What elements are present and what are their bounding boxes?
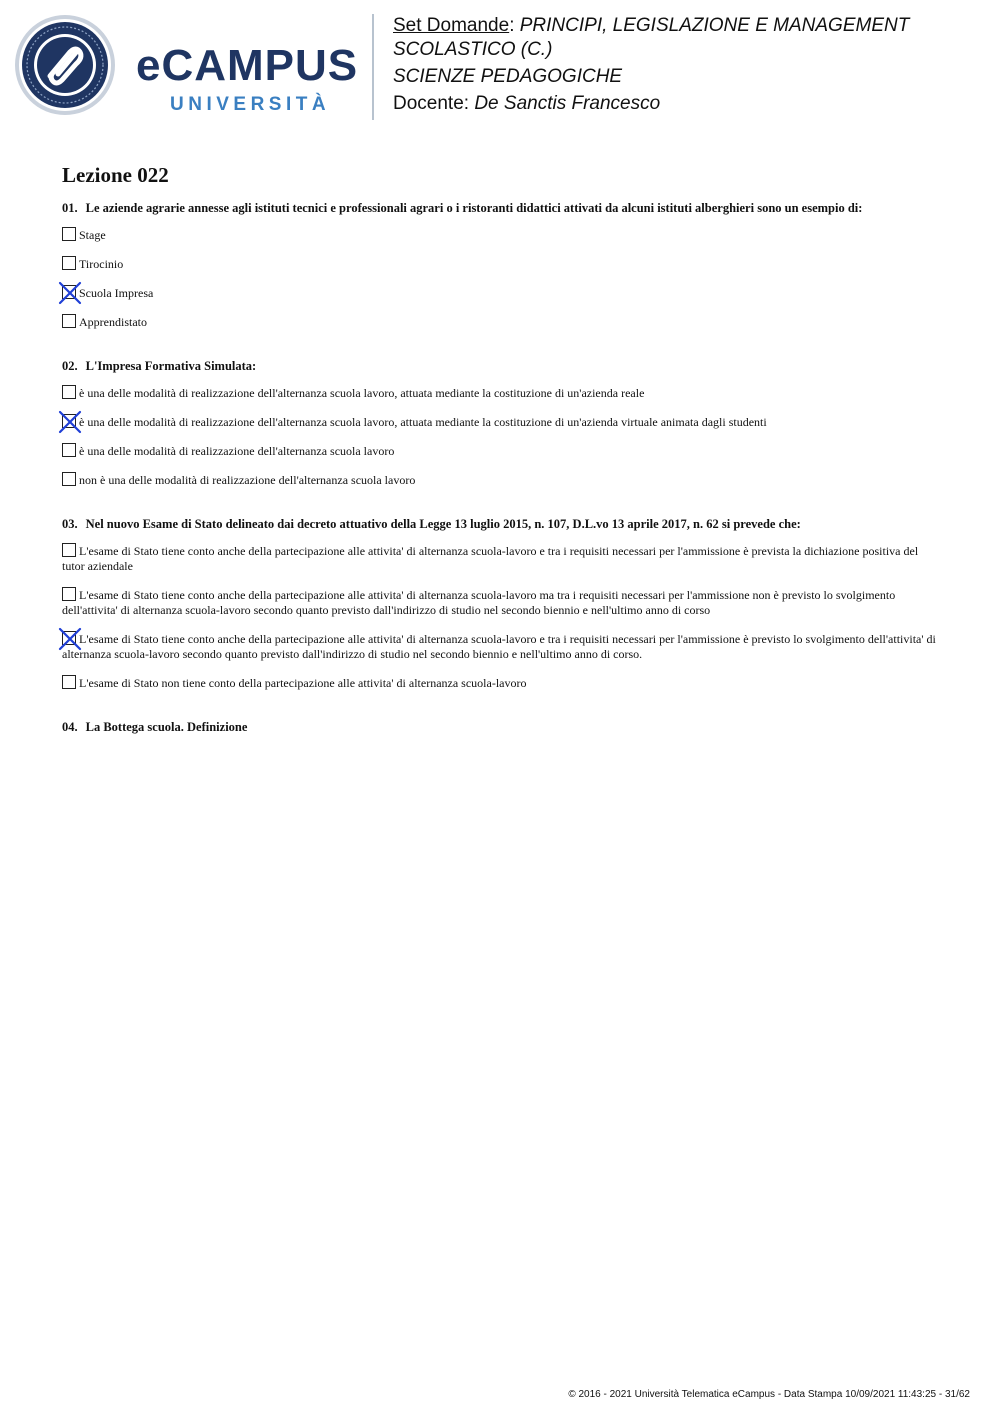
ecampus-logo: [14, 14, 359, 116]
brand-name: eCAMPUS: [136, 41, 359, 90]
question-2: [62, 358, 942, 488]
course-line: [393, 14, 983, 62]
question-4: [62, 719, 942, 735]
lesson-title: Lezione 022: [62, 163, 169, 187]
question-text: L'Impresa Formativa Simulata:: [85, 359, 257, 373]
question-text: La Bottega scuola. Definizione: [85, 720, 248, 734]
answer-option[interactable]: [62, 631, 942, 662]
answer-text: Tirocinio: [79, 257, 124, 271]
checkbox[interactable]: [62, 385, 76, 399]
answer-option[interactable]: [62, 675, 942, 691]
question-number: 01.: [62, 201, 78, 215]
checkbox[interactable]: [62, 472, 76, 486]
checkbox[interactable]: [62, 314, 76, 328]
page-footer: © 2016 - 2021 Università Telematica eCampus - Data Stampa 10/09/2021 11:43:25 - 31/62: [568, 1389, 970, 1400]
answer-text: non è una delle modalità di realizzazione dell'alternanza scuola lavoro: [79, 473, 416, 487]
checkbox[interactable]: [62, 227, 76, 241]
set-separator: :: [509, 15, 520, 36]
answer-text: L'esame di Stato tiene conto anche della partecipazione alle attivita' di alternanza scuola-lavoro e tra i requisiti necessari per l'ammissione è prevista la dichiazione positiva del tutor aziendale: [62, 544, 919, 573]
answer-text: Apprendistato: [79, 315, 147, 329]
question-1: [62, 200, 942, 330]
faculty: SCIENZE PEDAGOGICHE: [393, 66, 623, 87]
answer-option[interactable]: [62, 227, 942, 243]
teacher-label: Docente:: [393, 93, 475, 114]
checkbox[interactable]: [62, 443, 76, 457]
checkbox[interactable]: [62, 631, 76, 645]
question-number: 04.: [62, 720, 78, 734]
page-header: [0, 0, 1000, 130]
answer-text: è una delle modalità di realizzazione dell'alternanza scuola lavoro, attuata mediante la costituzione di un'azienda virtuale animata dagli studenti: [79, 415, 767, 429]
question-title: [62, 516, 942, 532]
checkbox[interactable]: [62, 675, 76, 689]
answer-option[interactable]: [62, 285, 942, 301]
answer-option[interactable]: [62, 314, 942, 330]
header-divider: [372, 14, 374, 120]
answer-text: è una delle modalità di realizzazione dell'alternanza scuola lavoro: [79, 444, 395, 458]
answer-option[interactable]: [62, 587, 942, 618]
answer-text: è una delle modalità di realizzazione dell'alternanza scuola lavoro, attuata mediante la costituzione di un'azienda reale: [79, 386, 645, 400]
question-number: 03.: [62, 517, 78, 531]
cross-mark-icon: [58, 627, 82, 651]
checkbox[interactable]: [62, 285, 76, 299]
cross-mark-icon: [58, 281, 82, 305]
question-number: 02.: [62, 359, 78, 373]
answer-option[interactable]: [62, 385, 942, 401]
checkbox[interactable]: [62, 543, 76, 557]
answer-option[interactable]: [62, 414, 942, 430]
checkbox[interactable]: [62, 587, 76, 601]
question-title: [62, 719, 942, 735]
question-text: Le aziende agrarie annesse agli istituti tecnici e professionali agrari o i ristoranti didattici attivati da alcuni istituti alberghieri sono un esempio di:: [85, 201, 863, 215]
set-label: Set Domande: [393, 15, 510, 36]
ecampus-seal-icon: [14, 14, 116, 116]
answer-text: L'esame di Stato tiene conto anche della partecipazione alle attivita' di alternanza scuola-lavoro ma tra i requisiti necessari per l'ammissione non è previsto lo svolgimento dell'attivita' di alternanza scuola-lavoro secondo quanto previsto dall'indirizzo di studio nel secondo biennio e nell'ultimo anno di corso: [62, 588, 896, 617]
answer-option[interactable]: [62, 543, 942, 574]
question-3: [62, 516, 942, 691]
checkbox[interactable]: [62, 414, 76, 428]
checkbox[interactable]: [62, 256, 76, 270]
ecampus-wordmark: [136, 41, 359, 115]
header-info: [393, 14, 983, 116]
answer-option[interactable]: [62, 472, 942, 488]
answer-option[interactable]: [62, 256, 942, 272]
answer-text: Stage: [79, 228, 106, 242]
teacher-name: De Sanctis Francesco: [474, 93, 661, 114]
question-text: Nel nuovo Esame di Stato delineato dai decreto attuativo della Legge 13 luglio 2015, n. 107, D.L.vo 13 aprile 2017, n. 62 si prevede che:: [85, 517, 801, 531]
answer-text: Scuola Impresa: [79, 286, 154, 300]
answer-text: L'esame di Stato non tiene conto della partecipazione alle attivita' di alternanza scuola-lavoro: [79, 676, 527, 690]
cross-mark-icon: [58, 410, 82, 434]
answer-option[interactable]: [62, 443, 942, 459]
course-title: PRINCIPI, LEGISLAZIONE E MANAGEMENT SCOLASTICO (C.): [393, 15, 910, 60]
answer-text: L'esame di Stato tiene conto anche della partecipazione alle attivita' di alternanza scuola-lavoro e tra i requisiti necessari per l'ammissione è previsto lo svolgimento dell'attivita' di alternanza scuola-lavoro secondo quanto previsto dall'indirizzo di studio nel secondo biennio e nell'ultimo anno di corso.: [62, 632, 936, 661]
question-title: [62, 200, 942, 216]
brand-subtitle: UNIVERSITÀ: [170, 94, 331, 115]
teacher-line: [393, 92, 983, 116]
question-title: [62, 358, 942, 374]
question-set: [62, 162, 942, 763]
